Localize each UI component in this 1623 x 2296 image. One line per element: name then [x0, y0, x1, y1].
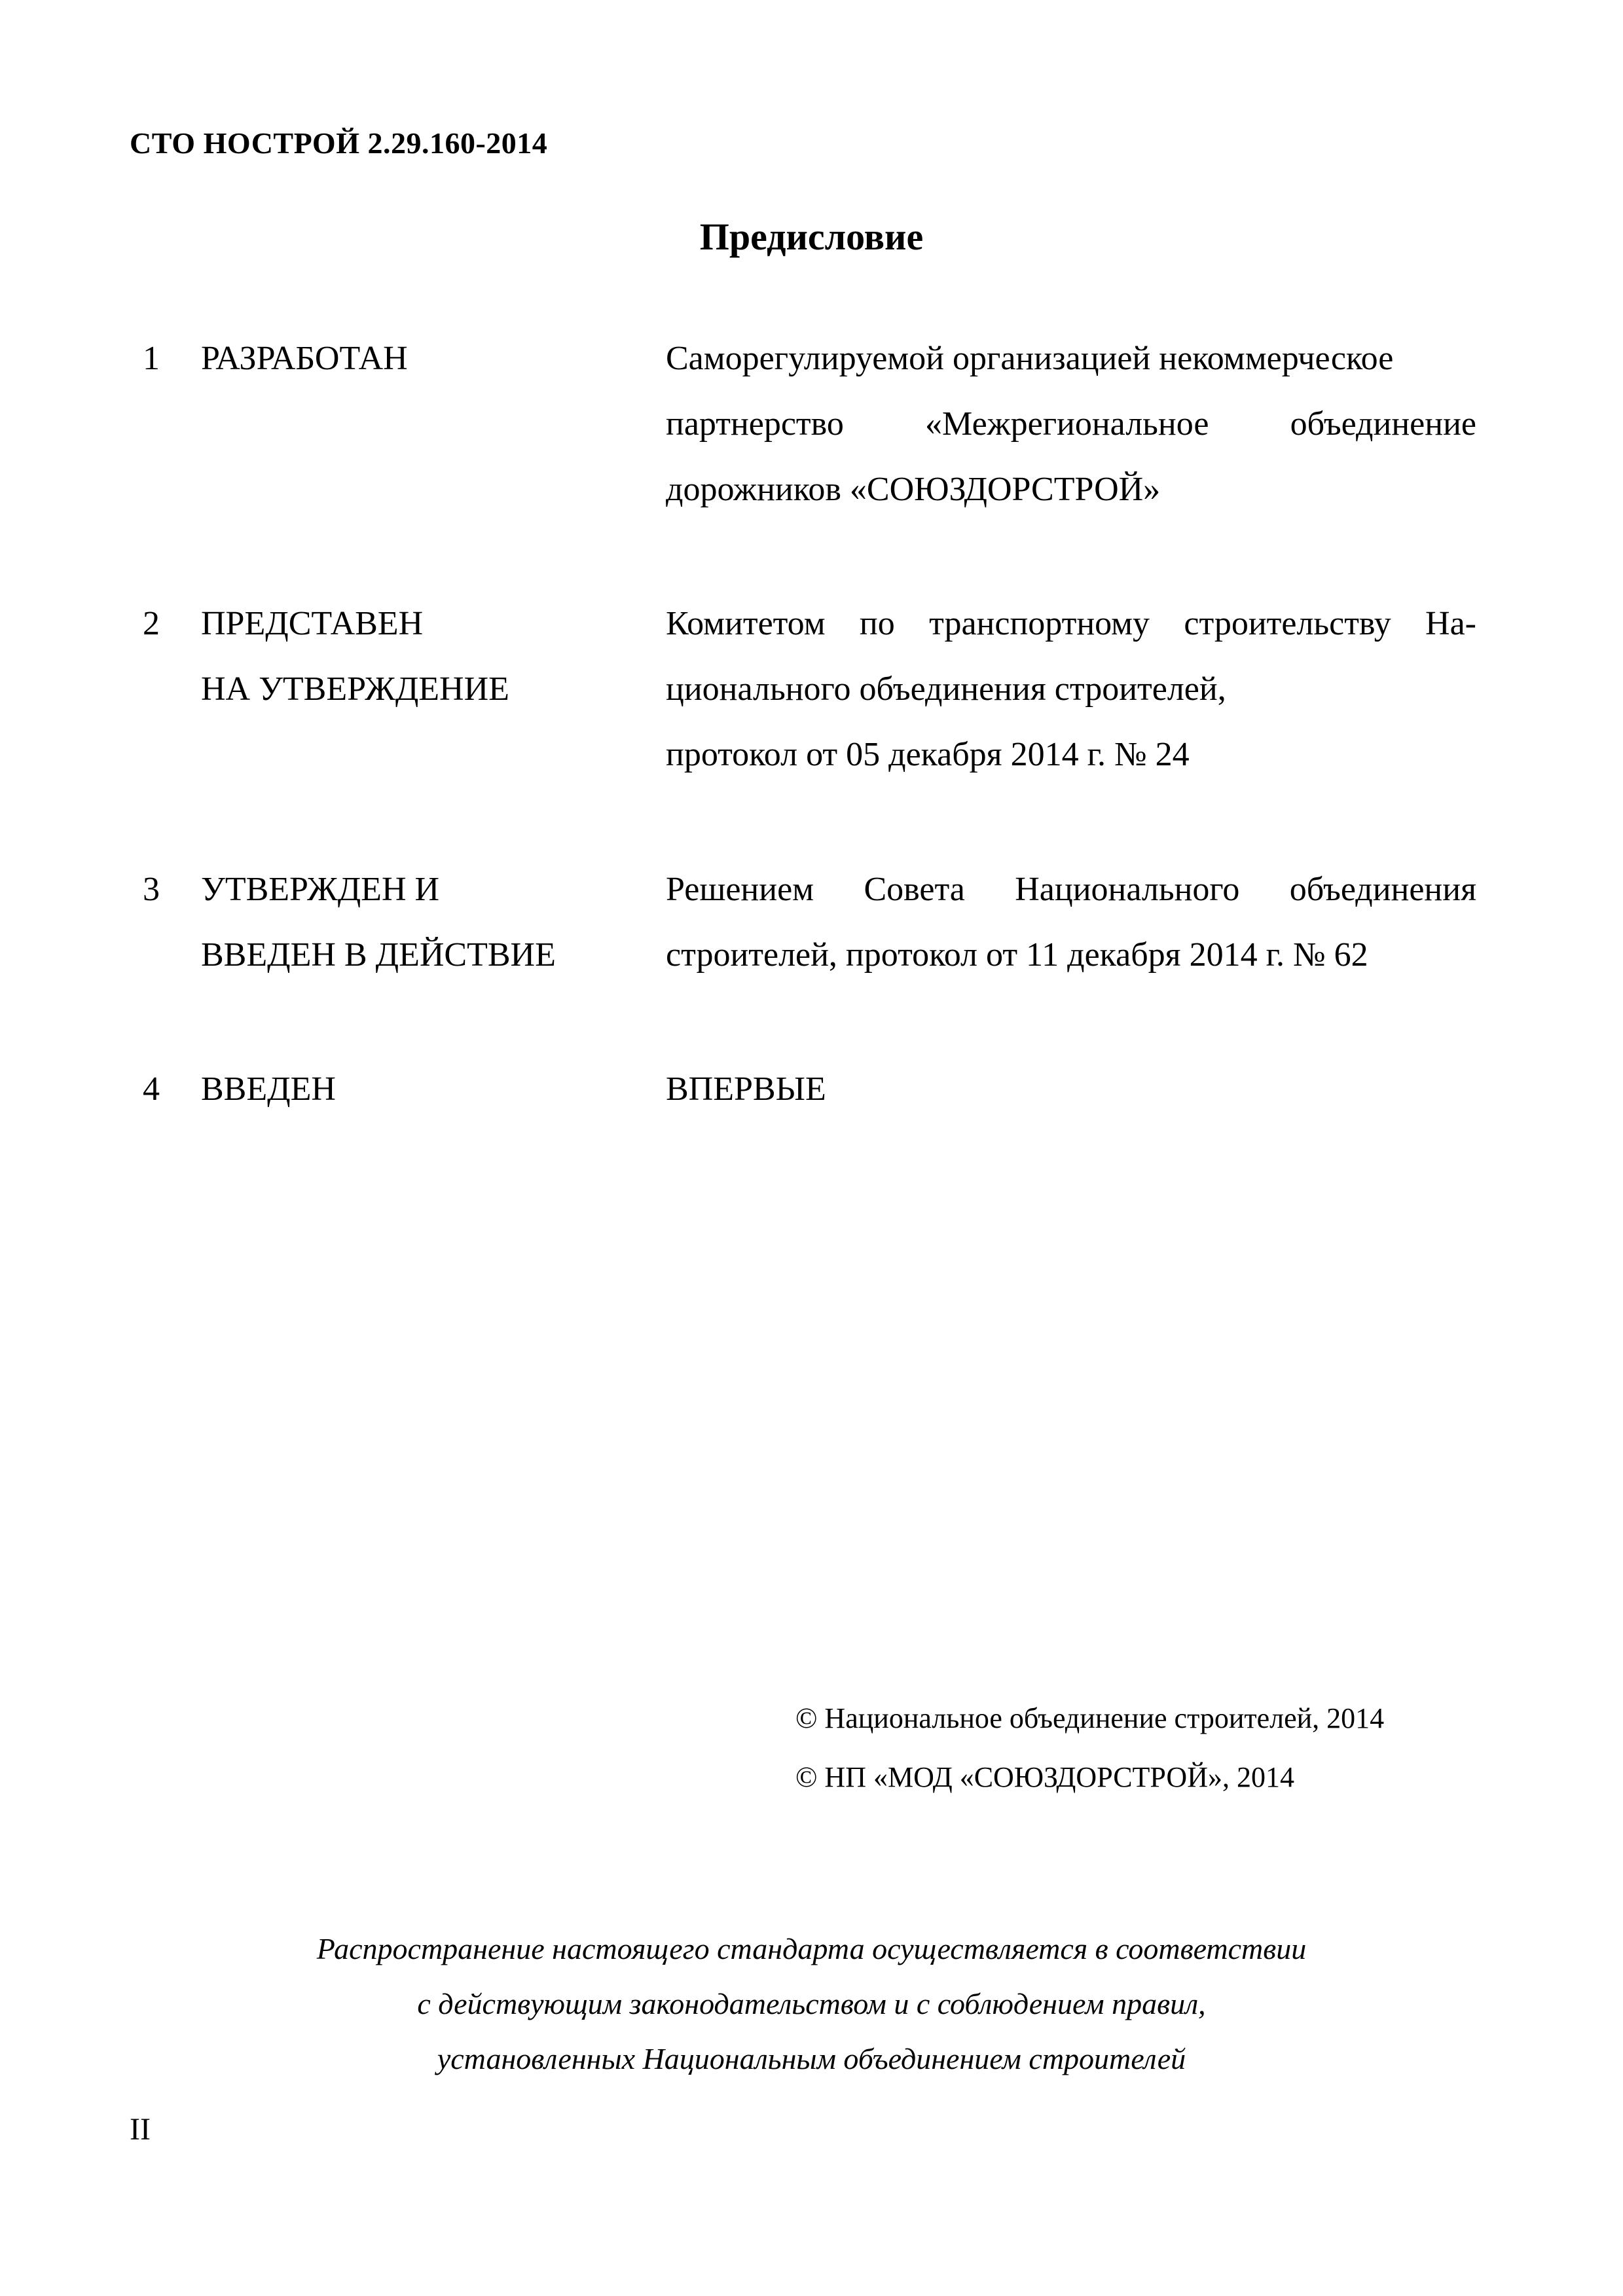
item-number: 4 [143, 1070, 160, 1108]
page-number: II [130, 2112, 151, 2147]
notice-line: Распространение настоящего стандарта осуществляется в соответствии [316, 1932, 1307, 1965]
distribution-notice [0, 1922, 1623, 2086]
item-label: ПРЕДСТАВЕН НА УТВЕРЖДЕНИЕ [201, 605, 509, 708]
item-label: УТВЕРЖДЕН И ВВЕДЕН В ДЕЙСТВИЕ [201, 871, 556, 974]
item-label: РАЗРАБОТАН [201, 340, 408, 377]
item-number: 3 [143, 871, 160, 908]
item-number: 1 [143, 340, 160, 377]
copyright-block [795, 1689, 1384, 1807]
item-description: ВПЕРВЫЕ [666, 1070, 826, 1108]
item-description: Комитетом по транспортному строительству На- ционального объединения строителей, протокол от 05 декабря 2014 г. № 24 [666, 605, 1476, 773]
item-description: Саморегулируемой организацией некоммерческое партнерство «Межрегиональное объединение дорожников «СОЮЗДОРСТРОЙ» [666, 340, 1476, 508]
copyright-line: © НП «МОД «СОЮЗДОРСТРОЙ», 2014 [795, 1761, 1294, 1793]
copyright-line: © Национальное объединение строителей, 2014 [795, 1702, 1385, 1734]
item-label: ВВЕДЕН [201, 1070, 336, 1108]
notice-line: с действующим законодательством и с соблюдением правил, [417, 1987, 1206, 2020]
notice-line: установленных Национальным объединением строителей [437, 2042, 1186, 2075]
item-description: Решением Совета Национального объединения строителей, протокол от 11 декабря 2014 г. № 62 [666, 871, 1476, 974]
document-code: СТО НОСТРОЙ 2.29.160-2014 [130, 126, 548, 160]
item-number: 2 [143, 605, 160, 642]
page-title: Предисловие [699, 215, 924, 258]
